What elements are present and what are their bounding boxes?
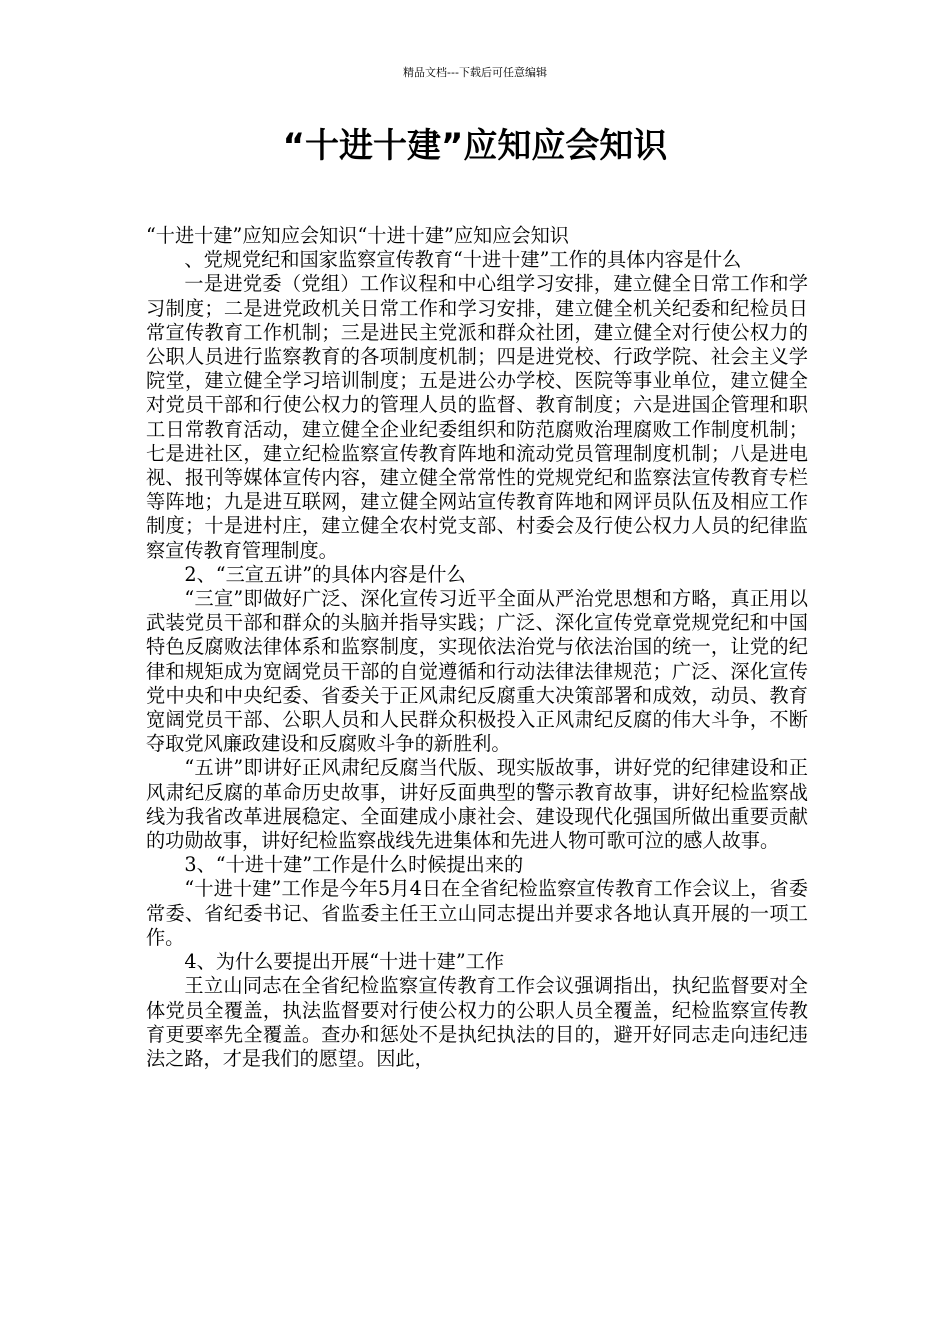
heading-question-1: 、党规党纪和国家监察宣传教育“十进十建”工作的具体内容是什么: [184, 248, 742, 272]
heading-question-2: 2、“三宣五讲”的具体内容是什么: [184, 562, 466, 586]
document-title: “十进十建”应知应会知识: [282, 126, 668, 166]
paragraph-answer-4: 王立山同志在全省纪检监察宣传教育工作会议强调指出，执纪监督要对全体党员全覆盖，执法监督要对行使公权力的公职人员全覆盖，纪检监察宣传教育更要率先全覆盖。查办和惩处不是执纪执法的目的，避开好同志走向违纪违法之路，才是我们的愿望。因此，: [146, 974, 808, 1070]
header-note: 精品文档---下载后可任意编辑: [403, 66, 547, 79]
paragraph-intro: “十进十建”应知应会知识“十进十建”应知应会知识: [146, 224, 569, 247]
paragraph-answer-2-wujiang: “五讲”即讲好正风肃纪反腐当代版、现实版故事，讲好党的纪律建设和正风肃纪反腐的革命历史故事，讲好反面典型的警示教育故事，讲好纪检监察战线为我省改革进展稳定、全面建成小康社会、建设现代化强国所做出重要贡献的功勋故事，讲好纪检监察战线先进集体和先进人物可歌可泣的感人故事。: [146, 756, 808, 853]
paragraph-answer-3: “十进十建”工作是今年5月4日在全省纪检监察宣传教育工作会议上，省委常委、省纪委书记、省监委主任王立山同志提出并要求各地认真开展的一项工作。: [146, 877, 808, 949]
document-body: [146, 224, 808, 1071]
paragraph-answer-1: 一是进党委（党组）工作议程和中心组学习安排，建立健全日常工作和学习制度；二是进党政机关日常工作和学习安排，建立健全机关纪委和纪检员日常宣传教育工作机制；三是进民主党派和群众社团，建立健全对行使公权力的公职人员进行监察教育的各项制度机制；四是进党校、行政学院、社会主义学院堂，建立健全学习培训制度；五是进公办学校、医院等事业单位，建立健全对党员干部和行使公权力的管理人员的监督、教育制度；六是进国企管理和职工日常教育活动，建立健全企业纪委组织和防范腐败治理腐败工作制度机制；七是进社区，建立纪检监察宣传教育阵地和流动党员管理制度机制；八是进电视、报刊等媒体宣传内容，建立健全常常性的党规党纪和监察法宣传教育专栏等阵地；九是进互联网，建立健全网站宣传教育阵地和网评员队伍及相应工作制度；十是进村庄，建立健全农村党支部、村委会及行使公权力人员的纪律监察宣传教育管理制度。: [146, 272, 808, 562]
heading-question-4: 4、为什么要提出开展“十进十建”工作: [184, 950, 505, 974]
heading-question-3: 3、“十进十建”工作是什么时候提出来的: [184, 853, 524, 877]
paragraph-answer-2-sanxuan: “三宣”即做好广泛、深化宣传习近平全面从严治党思想和方略，真正用以武装党员干部和群众的头脑并指导实践；广泛、深化宣传党章党规党纪和中国特色反腐败法律体系和监察制度，实现依法治党与依法治国的统一，让党的纪律和规矩成为宽阔党员干部的自觉遵循和行动法律法律规范；广泛、深化宣传党中央和中央纪委、省委关于正风肃纪反腐重大决策部署和成效，动员、教育宽阔党员干部、公职人员和人民群众积极投入正风肃纪反腐的伟大斗争，不断夺取党风廉政建设和反腐败斗争的新胜利。: [146, 587, 808, 756]
